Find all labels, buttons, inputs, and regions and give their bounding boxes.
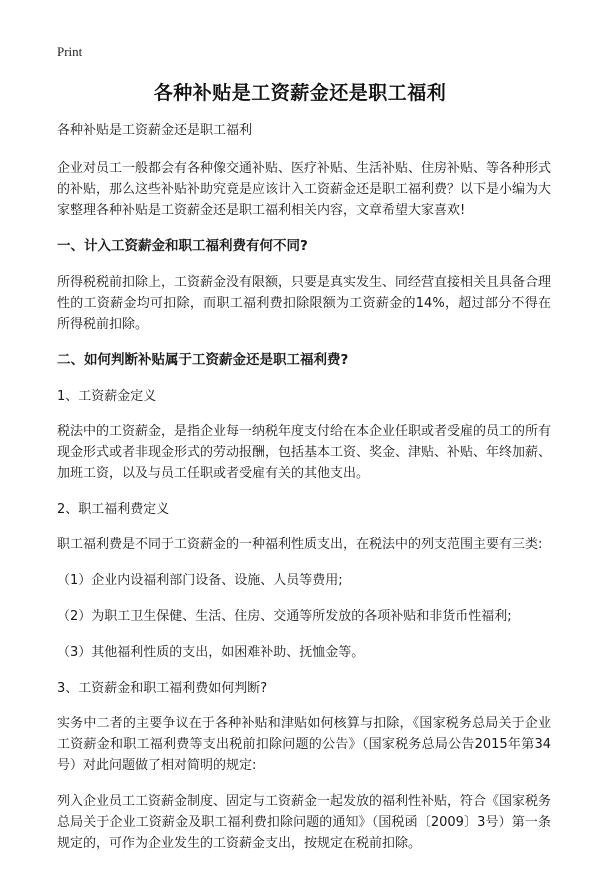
subsection-1-body: 税法中的工资薪金，是指企业每一纳税年度支付给在本企业任职或者受雇的员工的所有现金形式或者非现金形式的劳动报酬，包括基本工资、奖金、津贴、补贴、年终加薪、加班工资，以及与员工任职或者受雇有关的其他支出。 xyxy=(57,424,552,481)
article-body xyxy=(57,120,551,869)
section-1-body: 所得税税前扣除上，工资薪金没有限额，只要是真实发生、同经营直接相关且具备合理性的工资薪金均可扣除，而职工福利费扣除限额为工资薪金的14%，超过部分不得在所得税前扣除。 xyxy=(57,275,552,332)
subsection-1-title: 1、工资薪金定义 xyxy=(57,389,157,404)
subsection-2-title: 2、职工福利费定义 xyxy=(57,502,170,517)
subsection-3-title: 3、工资薪金和职工福利费如何判断? xyxy=(57,681,268,696)
list-item: （3）其他福利性质的支出，如困难补助、抚恤金等。 xyxy=(57,645,365,660)
section-2-heading: 二、如何判断补贴属于工资薪金还是职工福利费? xyxy=(57,352,349,368)
page-title: 各种补贴是工资薪金还是职工福利 xyxy=(153,82,447,104)
intro-paragraph: 企业对员工一般都会有各种像交通补贴、医疗补贴、生活补贴、住房补贴、等各种形式的补贴，那么这些补贴补助究竟是应该计入工资薪金还是职工福利费？以下是小编为大家整理各种补贴是工资薪金还是职工福利相关内容，文章希望大家喜欢! xyxy=(57,161,552,218)
print-link[interactable]: Print xyxy=(57,44,83,59)
subsection-2-body: 职工福利费是不同于工资薪金的一种福利性质支出，在税法中的列支范围主要有三类: xyxy=(57,537,543,552)
section-1-heading: 一、计入工资薪金和职工福利费有何不同? xyxy=(57,238,308,254)
subsection-3-body-2: 列入企业员工工资薪金制度、固定与工资薪金一起发放的福利性补贴，符合《国家税务总局关于企业工资薪金及职工福利费扣除问题的通知》（国税函〔2009〕3号）第一条规定的，可作为企业发生的工资薪金支出，按规定在税前扣除。 xyxy=(57,794,552,851)
list-item: （1）企业内设福利部门设备、设施、人员等费用; xyxy=(57,573,343,588)
article-subtitle: 各种补贴是工资薪金还是职工福利 xyxy=(57,123,253,138)
subsection-3-body-1: 实务中二者的主要争议在于各种补贴和津贴如何核算与扣除，《国家税务总局关于企业工资薪金和职工福利费等支出税前扣除问题的公告》（国家税务总局公告2015年第34号）对此问题做了相对简明的规定: xyxy=(57,716,551,773)
list-item: （2）为职工卫生保健、生活、住房、交通等所发放的各项补贴和非货币性福利; xyxy=(57,609,512,624)
